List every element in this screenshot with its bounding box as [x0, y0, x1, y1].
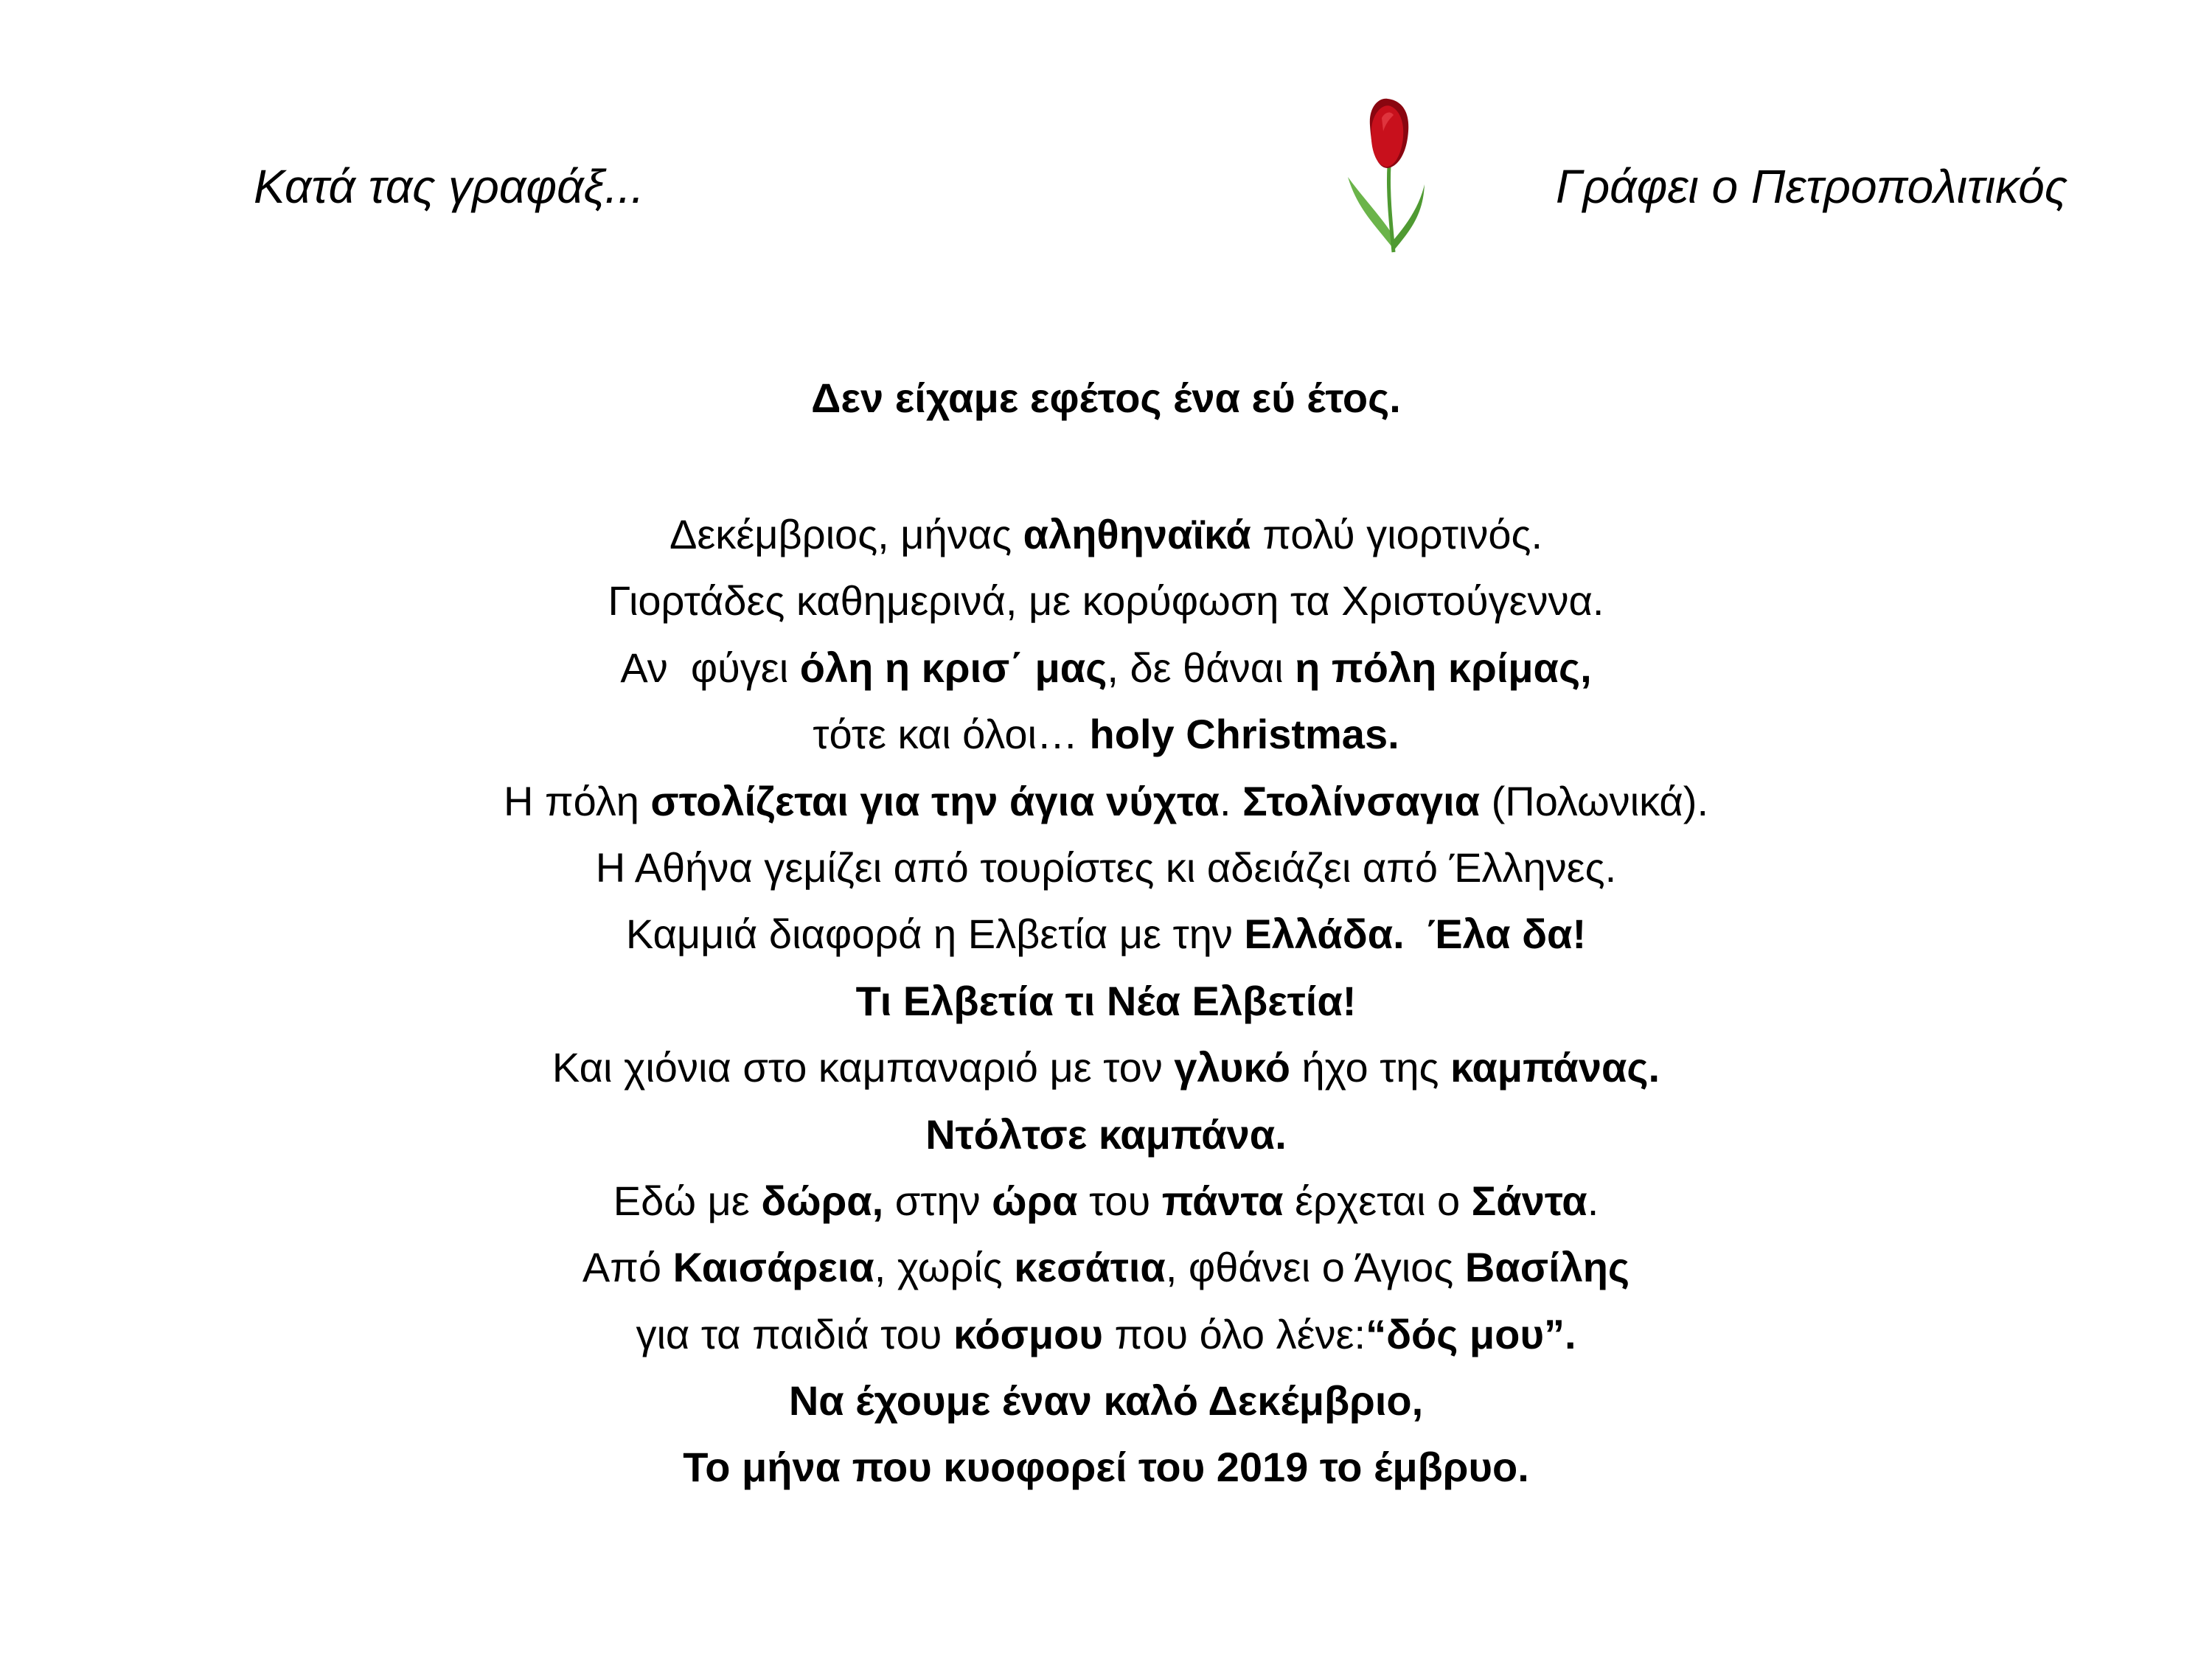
- poem-bold-text: στολίζεται για την άγια νύχτα: [650, 777, 1220, 824]
- poem-text: πολύ γιορτινός.: [1251, 511, 1543, 557]
- poem-text: του: [1077, 1177, 1162, 1224]
- poem-bold-text: Βασίλης: [1464, 1244, 1630, 1291]
- poem-bold-text: αληθηναϊκά: [1023, 511, 1251, 557]
- tulip-leaf-left: [1348, 177, 1394, 247]
- poem-bold-text: όλη η κρισ΄ μας: [799, 644, 1107, 691]
- poem-line: [0, 501, 2212, 568]
- poem-bold-text: Να έχουμε έναν καλό Δεκέμβριο,: [788, 1377, 1424, 1425]
- poem-text: , δε θάναι: [1107, 644, 1295, 691]
- poem-bold-text: κόσμου: [953, 1310, 1103, 1357]
- poem-text: Αν φύγει: [620, 644, 800, 691]
- poem-bold-text: κεσάτια: [1014, 1244, 1166, 1291]
- poem-title: Δεν είχαμε εφέτος ένα εύ έτος.: [811, 375, 1401, 421]
- poem-text: (Πολωνικά).: [1480, 777, 1709, 824]
- poem-line: [0, 968, 2212, 1034]
- poem-bold-text: Καισάρεια: [672, 1244, 874, 1291]
- poem-line: [0, 768, 2212, 835]
- poem-text: για τα παιδιά του: [636, 1310, 953, 1357]
- poem-text: Γιορτάδες καθημερινά, με κορύφωση τα Χριστούγεννα.: [608, 577, 1604, 625]
- poem-text: έρχεται ο: [1283, 1177, 1472, 1224]
- poem-line: [0, 1301, 2212, 1368]
- poem-line: [0, 568, 2212, 634]
- poem-text: στην: [883, 1177, 992, 1224]
- poem-text: .: [1587, 1177, 1599, 1224]
- poem-text: Και χιόνια στο καμπαναριό με τον: [552, 1044, 1175, 1091]
- poem-bold-text: holy Christmas.: [1089, 711, 1399, 758]
- header-left-text: Κατά τας γραφάξ...: [254, 160, 644, 213]
- poem-bold-text: ώρα: [992, 1177, 1078, 1224]
- poem-bold-text: Τι Ελβετία τι Νέα Ελβετία!: [855, 977, 1357, 1024]
- poem-line: [0, 1434, 2212, 1500]
- poem-text: , φθάνει ο Άγιος: [1165, 1244, 1465, 1291]
- poem-bold-text: δώρα,: [761, 1177, 884, 1224]
- poem-text: .: [1219, 777, 1243, 824]
- poem-bold-text: καμπάνας.: [1450, 1044, 1660, 1091]
- poem-bold-text: “δός μου”.: [1366, 1310, 1576, 1357]
- tulip-leaf-right: [1391, 184, 1425, 251]
- poem-line: [0, 1102, 2212, 1168]
- poem-text: , χωρίς: [874, 1244, 1015, 1291]
- poem-text: Δεκέμβριος, μήνας: [669, 511, 1023, 557]
- poem-line: [0, 1168, 2212, 1234]
- poem-bold-text: Ντόλτσε καμπάνα.: [925, 1110, 1287, 1158]
- poem-line: [0, 1234, 2212, 1301]
- poem-bold-text: Σάντα: [1471, 1177, 1587, 1224]
- poem-text: ήχο της: [1290, 1044, 1451, 1091]
- tulip-icon: [1342, 96, 1445, 258]
- poem-line: [0, 701, 2212, 768]
- poem-bold-text: πάντα: [1161, 1177, 1284, 1224]
- poem-text: που όλο λένε:: [1102, 1310, 1366, 1357]
- poem-line: [0, 835, 2212, 901]
- poem-bold-text: η πόλη κρίμας,: [1295, 644, 1592, 691]
- poem-line: [0, 1034, 2212, 1101]
- poem-bold-text: γλυκό: [1174, 1044, 1290, 1091]
- poem-bold-text: Στολίνσαγια: [1242, 777, 1481, 824]
- poem-text: Εδώ με: [613, 1177, 762, 1224]
- poem-line: [0, 901, 2212, 967]
- poem-text: Καμμιά διαφορά η Ελβετία με την: [625, 911, 1245, 958]
- poem-text: Η Αθήνα γεμίζει από τουρίστες κι αδειάζει από Έλληνες.: [595, 844, 1617, 891]
- poem-bold-text: Το μήνα που κυοφορεί του 2019 το έμβρυο.: [683, 1444, 1529, 1491]
- poem-text: Από: [582, 1244, 673, 1291]
- poem-line: [0, 1368, 2212, 1434]
- poem-text: τότε και όλοι…: [813, 711, 1090, 758]
- poem-text: Η πόλη: [503, 777, 651, 824]
- poem-bold-text: Ελλάδα. Έλα δα!: [1244, 911, 1587, 958]
- header-right-text: Γράφει ο Πετροπολιτικός: [1555, 160, 2067, 213]
- poem-line: [0, 635, 2212, 701]
- poem-body: [0, 501, 2212, 1501]
